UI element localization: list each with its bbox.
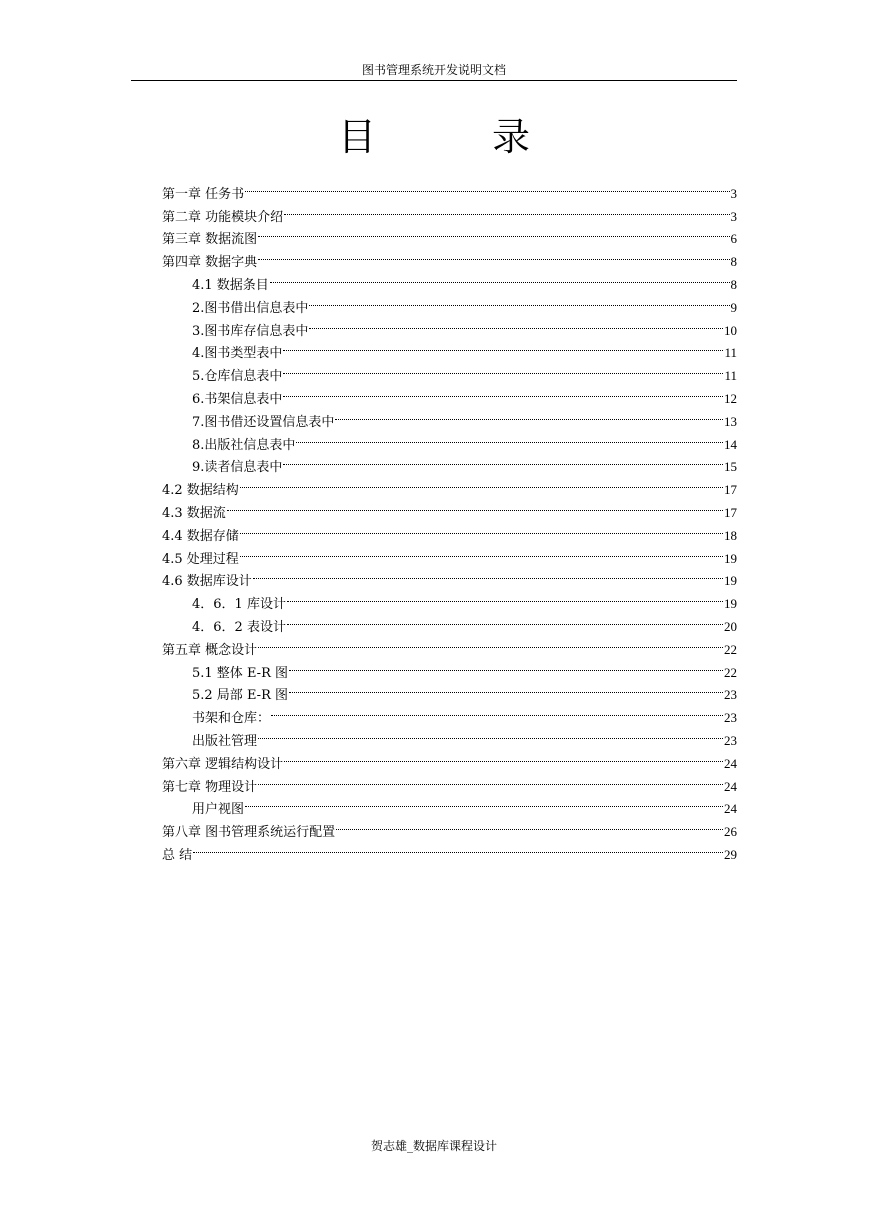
toc-dot-leader [193, 836, 723, 859]
toc-dot-leader [240, 540, 723, 563]
toc-dot-leader [296, 426, 723, 449]
toc-entry-label: 5.1 整体 E-R 图 [192, 665, 288, 681]
toc-entry-label: 4．6．1 库设计 [192, 597, 286, 613]
toc-page-number: 3 [730, 185, 737, 201]
toc-entry-label: 5.2 局部 E-R 图 [192, 688, 288, 704]
toc-dot-leader [240, 471, 723, 494]
toc-entry-label: 6.书架信息表中 [192, 391, 283, 407]
toc-entry[interactable] [162, 175, 737, 202]
toc-dot-leader [240, 517, 723, 540]
toc-entry[interactable] [162, 494, 737, 521]
toc-page-number: 15 [724, 459, 737, 475]
toc-page-number: 23 [724, 687, 737, 703]
toc-dot-leader [309, 312, 723, 335]
toc-dot-leader [289, 654, 723, 677]
toc-entry[interactable] [162, 471, 737, 499]
toc-page-number: 26 [724, 824, 737, 840]
toc-page-number: 29 [724, 846, 737, 862]
toc-entry[interactable] [162, 540, 737, 567]
toc-page-number: 11 [724, 345, 737, 361]
toc-page-number: 24 [724, 755, 737, 771]
toc-dot-leader [258, 631, 723, 654]
toc-page-number: 17 [724, 504, 737, 520]
toc-page-number: 9 [730, 299, 737, 315]
toc-entry[interactable] [162, 791, 737, 818]
toc-entry[interactable] [162, 813, 737, 841]
toc-entry[interactable] [162, 198, 737, 225]
toc-page-number: 19 [724, 573, 737, 589]
toc-dot-leader [284, 198, 729, 221]
toc-page-number: 8 [730, 276, 737, 292]
toc-entry-label: 4.1 数据条目 [192, 277, 269, 293]
toc-entry-label: 总 结 [162, 847, 193, 863]
toc-entry[interactable] [162, 836, 737, 863]
toc-entry-label: 第一章 任务书 [162, 186, 245, 202]
toc-dot-leader [270, 266, 730, 289]
header-divider [131, 80, 737, 81]
toc-dot-leader [283, 357, 723, 380]
toc-page-number: 12 [724, 390, 737, 406]
toc-entry-label: 第四章 数据字典 [162, 255, 258, 271]
toc-dot-leader [245, 791, 723, 814]
toc-entry-label: 第五章 概念设计 [162, 642, 258, 658]
page-footer: 贺志雄_数据库课程设计 [370, 1139, 497, 1153]
toc-page-number: 23 [724, 710, 737, 726]
toc-dot-leader [271, 699, 723, 722]
toc-entry-label: 出版社管理 [192, 733, 258, 749]
toc-dot-leader [287, 585, 723, 608]
toc-entry-label: 9.读者信息表中 [192, 460, 283, 476]
toc-dot-leader [258, 722, 723, 745]
toc-entry-label: 5.仓库信息表中 [192, 369, 283, 385]
toc-entry-label: 第三章 数据流图 [162, 232, 258, 248]
toc-entry-label: 第六章 逻辑结构设计 [162, 756, 284, 772]
toc-page-number: 3 [730, 208, 737, 224]
toc-page-number: 24 [724, 778, 737, 794]
toc-entry[interactable] [162, 517, 737, 544]
toc-entry-label: 4.2 数据结构 [162, 483, 239, 499]
toc-dot-leader [335, 403, 723, 426]
toc-entry-label: 8.出版社信息表中 [192, 437, 296, 453]
toc-dot-leader [283, 449, 723, 472]
toc-entry-label: 3.图书库存信息表中 [192, 323, 309, 339]
toc-entry-label: 第二章 功能模块介绍 [162, 209, 284, 225]
toc-entry-label: 4.4 数据存储 [162, 528, 239, 544]
toc-dot-leader [245, 175, 729, 198]
toc-entry-label: 7.图书借还设置信息表中 [192, 414, 335, 430]
toc-entry-label: 4.5 处理过程 [162, 551, 239, 567]
toc-page-number: 19 [724, 596, 737, 612]
toc-page-number: 23 [724, 732, 737, 748]
toc-entry-label: 2.图书借出信息表中 [192, 300, 309, 316]
toc-entry-label: 4.图书类型表中 [192, 346, 283, 362]
toc-dot-leader [253, 563, 723, 586]
toc-page-number: 17 [724, 482, 737, 498]
toc-entry-label: 用户视图 [192, 802, 245, 818]
toc-page-number: 18 [724, 527, 737, 543]
page-title: 目 录 [337, 115, 583, 159]
toc-entry-label: 第八章 图书管理系统运行配置 [162, 825, 336, 841]
toc-dot-leader [309, 289, 729, 312]
toc-entry[interactable] [162, 563, 737, 590]
toc-dot-leader [284, 745, 723, 768]
toc-page-number: 10 [724, 322, 737, 338]
toc-page-number: 11 [724, 368, 737, 384]
toc-entry-label: 4.6 数据库设计 [162, 574, 252, 590]
toc-entry-label: 第七章 物理设计 [162, 779, 258, 795]
toc-dot-leader [283, 380, 723, 403]
toc-page-number: 6 [730, 231, 737, 247]
toc-dot-leader [258, 243, 729, 266]
toc-entry-label: 4．6．2 表设计 [192, 619, 286, 635]
toc-page-number: 13 [724, 413, 737, 429]
toc-dot-leader [336, 813, 723, 836]
toc-dot-leader [227, 494, 723, 517]
toc-page-number: 24 [724, 801, 737, 817]
toc-page-number: 20 [724, 618, 737, 634]
toc-page-number: 22 [724, 641, 737, 657]
toc-dot-leader [258, 768, 723, 791]
toc-dot-leader [258, 221, 729, 244]
toc-dot-leader [289, 677, 723, 700]
page-header: 图书管理系统开发说明文档 [361, 63, 506, 77]
toc-page-number: 8 [730, 254, 737, 270]
toc-dot-leader [283, 335, 723, 358]
toc-entry-label: 书架和仓库： [192, 711, 271, 727]
toc-page-number: 22 [724, 664, 737, 680]
table-of-contents [162, 175, 737, 863]
toc-page-number: 14 [724, 436, 737, 452]
toc-dot-leader [287, 608, 723, 631]
toc-page-number: 19 [724, 550, 737, 566]
toc-entry-label: 4.3 数据流 [162, 505, 226, 521]
